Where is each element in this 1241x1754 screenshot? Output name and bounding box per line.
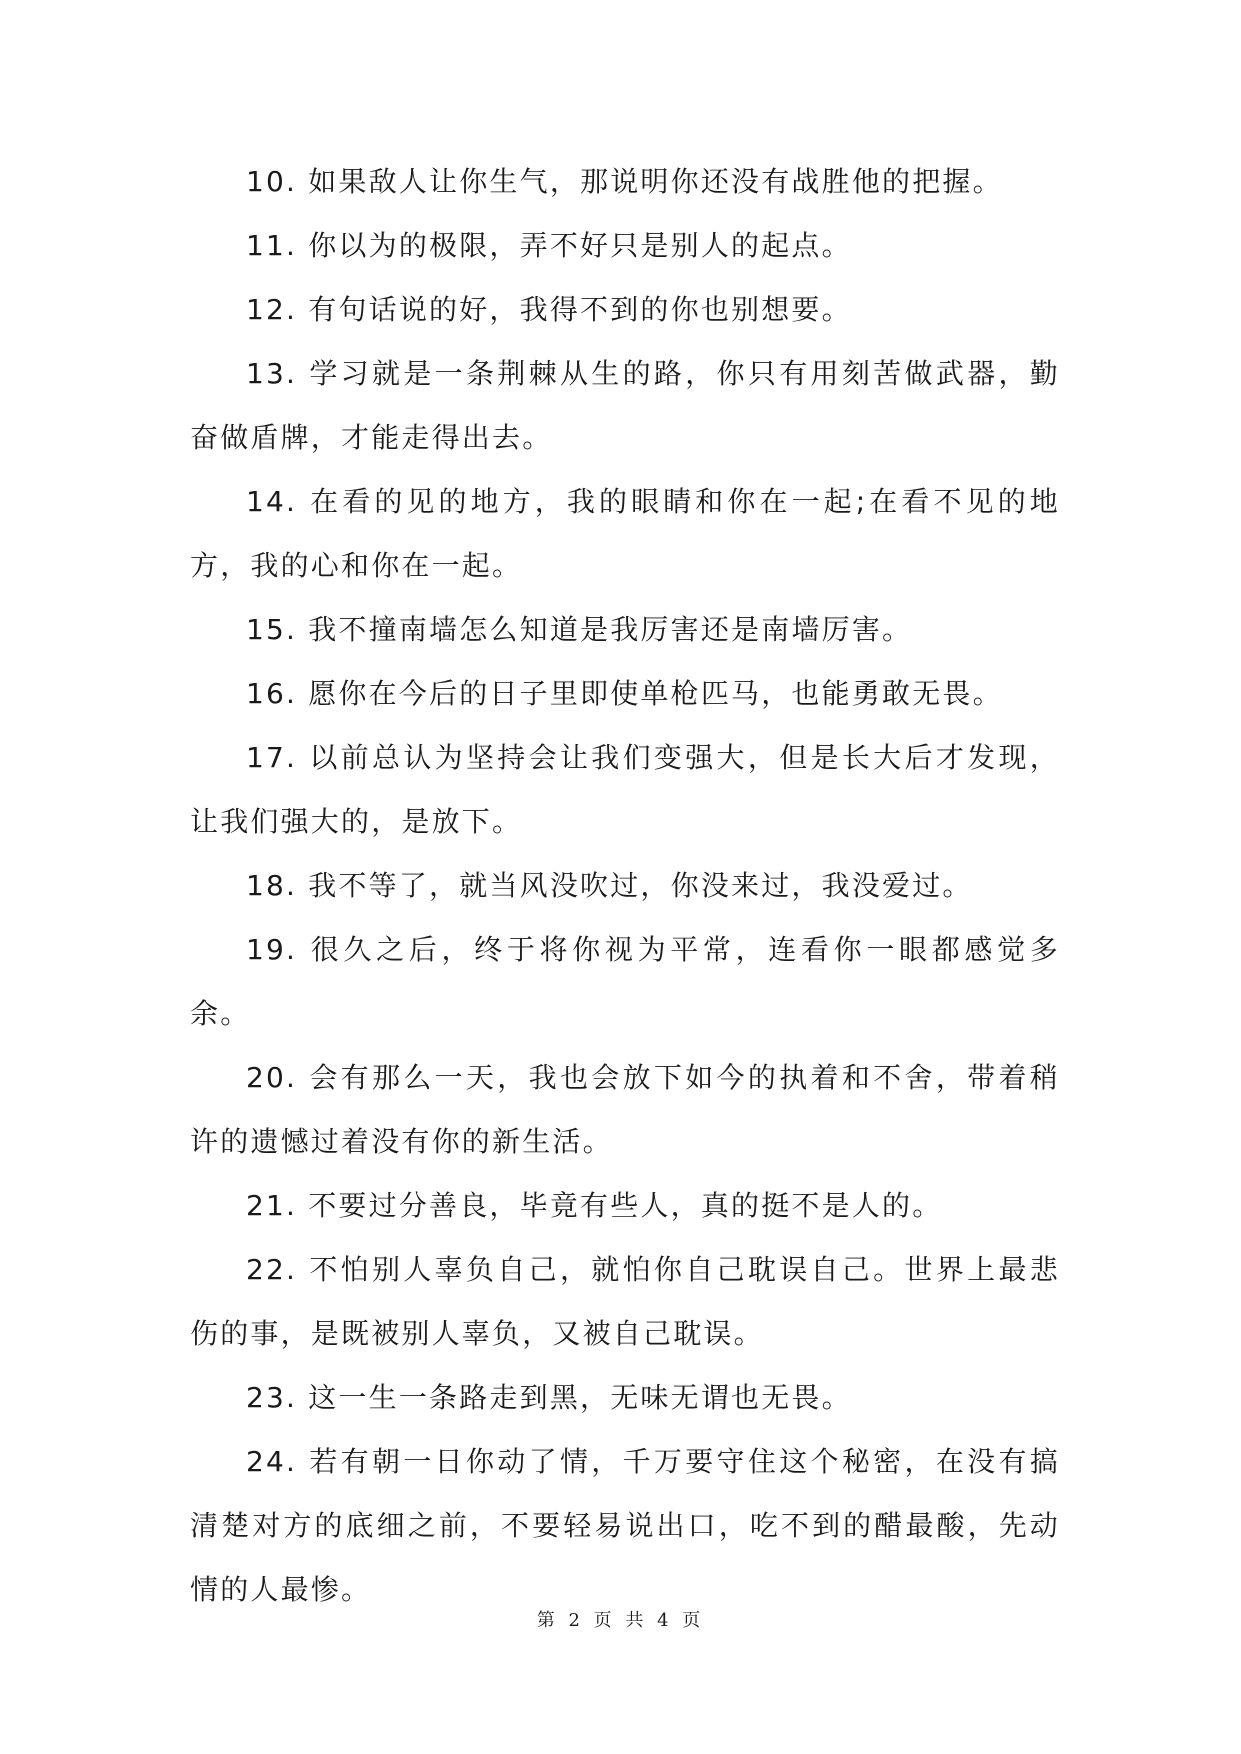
paragraph: 13. 学习就是一条荆棘从生的路，你只有用刻苦做武器，勤奋做盾牌，才能走得出去。 [190, 357, 1060, 454]
paragraph: 23. 这一生一条路走到黑，无味无谓也无畏。 [246, 1381, 852, 1414]
paragraph: 15. 我不撞南墙怎么知道是我厉害还是南墙厉害。 [246, 613, 913, 646]
paragraph: 19. 很久之后，终于将你视为平常，连看你一眼都感觉多余。 [190, 933, 1060, 1030]
paragraph: 11. 你以为的极限，弄不好只是别人的起点。 [246, 229, 852, 262]
paragraph: 12. 有句话说的好，我得不到的你也别想要。 [246, 293, 852, 326]
paragraph: 22. 不怕别人辜负自己，就怕你自己耽误自己。世界上最悲伤的事，是既被别人辜负，又被自己耽误。 [190, 1253, 1060, 1350]
page-number-footer: 第 2 页 共 4 页 [536, 1610, 705, 1631]
paragraph: 10. 如果敌人让你生气，那说明你还没有战胜他的把握。 [246, 165, 1003, 198]
paragraph: 20. 会有那么一天，我也会放下如今的执着和不舍，带着稍许的遗憾过着没有你的新生活。 [190, 1061, 1060, 1158]
paragraph: 14. 在看的见的地方，我的眼睛和你在一起;在看不见的地方，我的心和你在一起。 [190, 485, 1060, 582]
paragraph: 16. 愿你在今后的日子里即使单枪匹马，也能勇敢无畏。 [246, 677, 1003, 710]
document-body [190, 150, 1060, 1622]
paragraph: 18. 我不等了，就当风没吹过，你没来过，我没爱过。 [246, 869, 973, 902]
paragraph: 24. 若有朝一日你动了情，千万要守住这个秘密，在没有搞清楚对方的底细之前，不要轻易说出口，吃不到的醋最酸，先动情的人最惨。 [190, 1445, 1060, 1606]
paragraph: 17. 以前总认为坚持会让我们变强大，但是长大后才发现，让我们强大的，是放下。 [190, 741, 1060, 838]
paragraph: 21. 不要过分善良，毕竟有些人，真的挺不是人的。 [246, 1189, 943, 1222]
